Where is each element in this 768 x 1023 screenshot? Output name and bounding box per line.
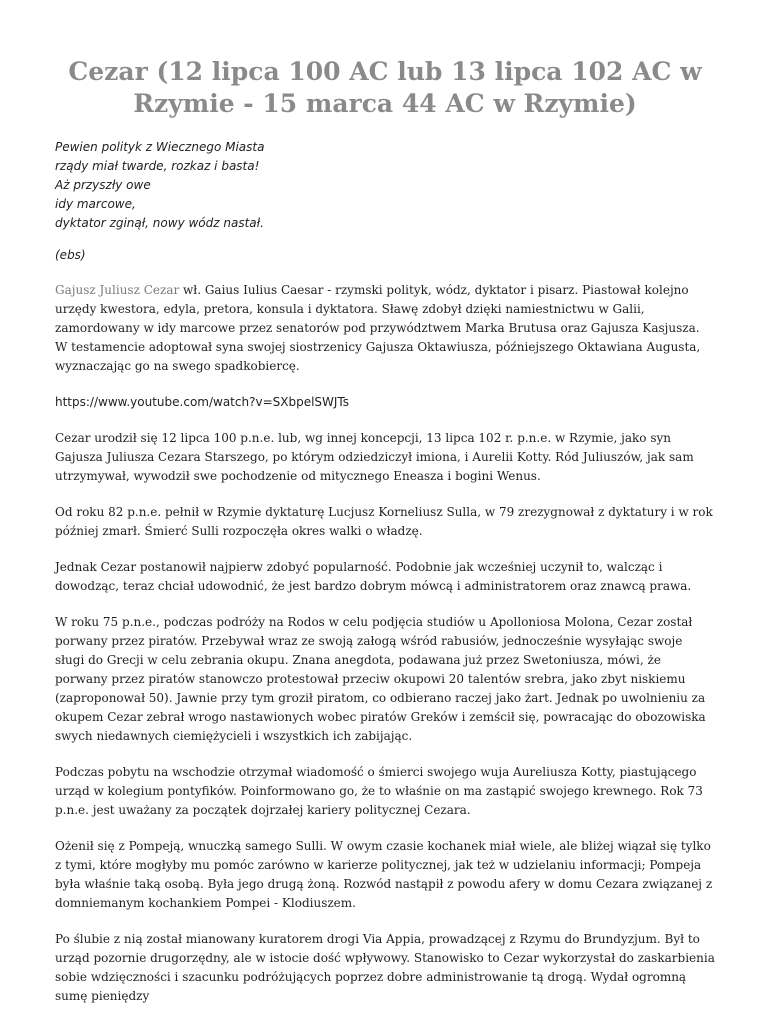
poem bbox=[55, 138, 715, 233]
poem-line: rządy miał twarde, rozkaz i basta! bbox=[55, 159, 260, 173]
poem-line: Pewien polityk z Wiecznego Miasta bbox=[55, 140, 265, 154]
poem-author: (ebs) bbox=[55, 248, 86, 262]
document-page bbox=[55, 56, 715, 1023]
video-url: https://www.youtube.com/watch?v=SXbpelSWJTs bbox=[55, 395, 350, 409]
body-paragraph: Ożenił się z Pompeją, wnuczką samego Sulli. W owym czasie kochanek miał wiele, ale bliżej wiązał się tylko z tymi, które mogłyby mu pomóc zarówno w karierze politycznej, jak też w udzielaniu informacji; Pompeja była właśnie taką osobą. Była jego drugą żoną. Rozwód nastąpił z powodu afery w domu Cezara związanej z domniemanym kochankiem Pompei - Klodiuszem. bbox=[55, 839, 713, 910]
body-paragraph: Po ślubie z nią został mianowany kuratorem drogi Via Appia, prowadzącej z Rzymu do Brundyzjum. Był to urząd pozornie drugorzędny, ale w istocie dość wpływowy. Stanowisko to Cezar wykorzystał do zaskarbienia sobie wdzięczności i szacunku podróżujących poprzez dobre administrowanie tą drogą. Wydał ogromną sumę pieniędzy bbox=[55, 932, 715, 1003]
body-paragraph: Jednak Cezar postanowił najpierw zdobyć popularność. Podobnie jak wcześniej uczynił to, walcząc i dowodząc, teraz chciał udowodnić, że jest bardzo dobrym mówcą i administratorem oraz znawcą prawa. bbox=[55, 560, 692, 593]
page-title: Cezar (12 lipca 100 AC lub 13 lipca 102 AC w Rzymie - 15 marca 44 AC w Rzymie) bbox=[68, 57, 702, 118]
intro-paragraph bbox=[55, 281, 715, 376]
caesar-link[interactable]: Gajusz Juliusz Cezar bbox=[55, 283, 180, 297]
poem-line: idy marcowe, bbox=[55, 197, 136, 211]
poem-line: Aż przyszły owe bbox=[55, 178, 151, 192]
body-paragraph: Od roku 82 p.n.e. pełnił w Rzymie dyktaturę Lucjusz Korneliusz Sulla, w 79 zrezygnował z dyktatury i w rok później zmarł. Śmierć Sulli rozpoczęła okres walki o władzę. bbox=[55, 505, 713, 538]
poem-line: dyktator zginął, nowy wódz nastał. bbox=[55, 216, 264, 230]
body-paragraph: Cezar urodził się 12 lipca 100 p.n.e. lub, wg innej koncepcji, 13 lipca 102 r. p.n.e. w Rzymie, jako syn Gajusza Juliusza Cezara Starszego, po którym odziedziczył imiona, i Aurelii Kotty. Ród Juliuszów, jak sam utrzymywał, wywodził swe pochodzenie od mitycznego Eneasza i bogini Wenus. bbox=[55, 431, 694, 483]
body-paragraph: Podczas pobytu na wschodzie otrzymał wiadomość o śmierci swojego wuja Aureliusza Kotty, piastującego urząd w kolegium pontyfików. Poinformowano go, że to właśnie on ma zastąpić swojego krewnego. Rok 73 p.n.e. jest uważany za początek dojrzałej kariery politycznej Cezara. bbox=[55, 765, 703, 817]
intro-text: wł. Gaius Iulius Caesar - rzymski polityk, wódz, dyktator i pisarz. Piastował kolejno urzędy kwestora, edyla, pretora, konsula i dyktatora. Sławę zdobył dzięki namiestnictwu w Galii, zamordowany w idy marcowe przez senatorów pod przywództwem Marka Brutusa oraz Gajusza Kasjusza. W testamencie adoptował syna swojej siostrzenicy Gajusza Oktawiusza, późniejszego Oktawiana Augusta, wyznaczając go na swego spadkobiercę. bbox=[55, 283, 701, 373]
body-paragraph: W roku 75 p.n.e., podczas podróży na Rodos w celu podjęcia studiów u Apolloniosa Molona, Cezar został porwany przez piratów. Przebywał wraz ze swoją załogą wśród rabusiów, jednocześnie wysyłając swoje sługi do Grecji w celu zebrania okupu. Znana anegdota, podawana już przez Swetoniusza, mówi, że porwany przez piratów stanowczo protestował przeciw okupowi 20 talentów srebra, jako zbyt niskiemu (zaproponował 50). Jawnie przy tym groził piratom, co odbierano raczej jako żart. Jednak po uwolnieniu za okupem Cezar zebrał wrogo nastawionych wobec piratów Greków i zemścił się, powracając do obozowiska swych niedawnych ciemiężycieli i wszystkich ich zabijając. bbox=[55, 615, 706, 743]
